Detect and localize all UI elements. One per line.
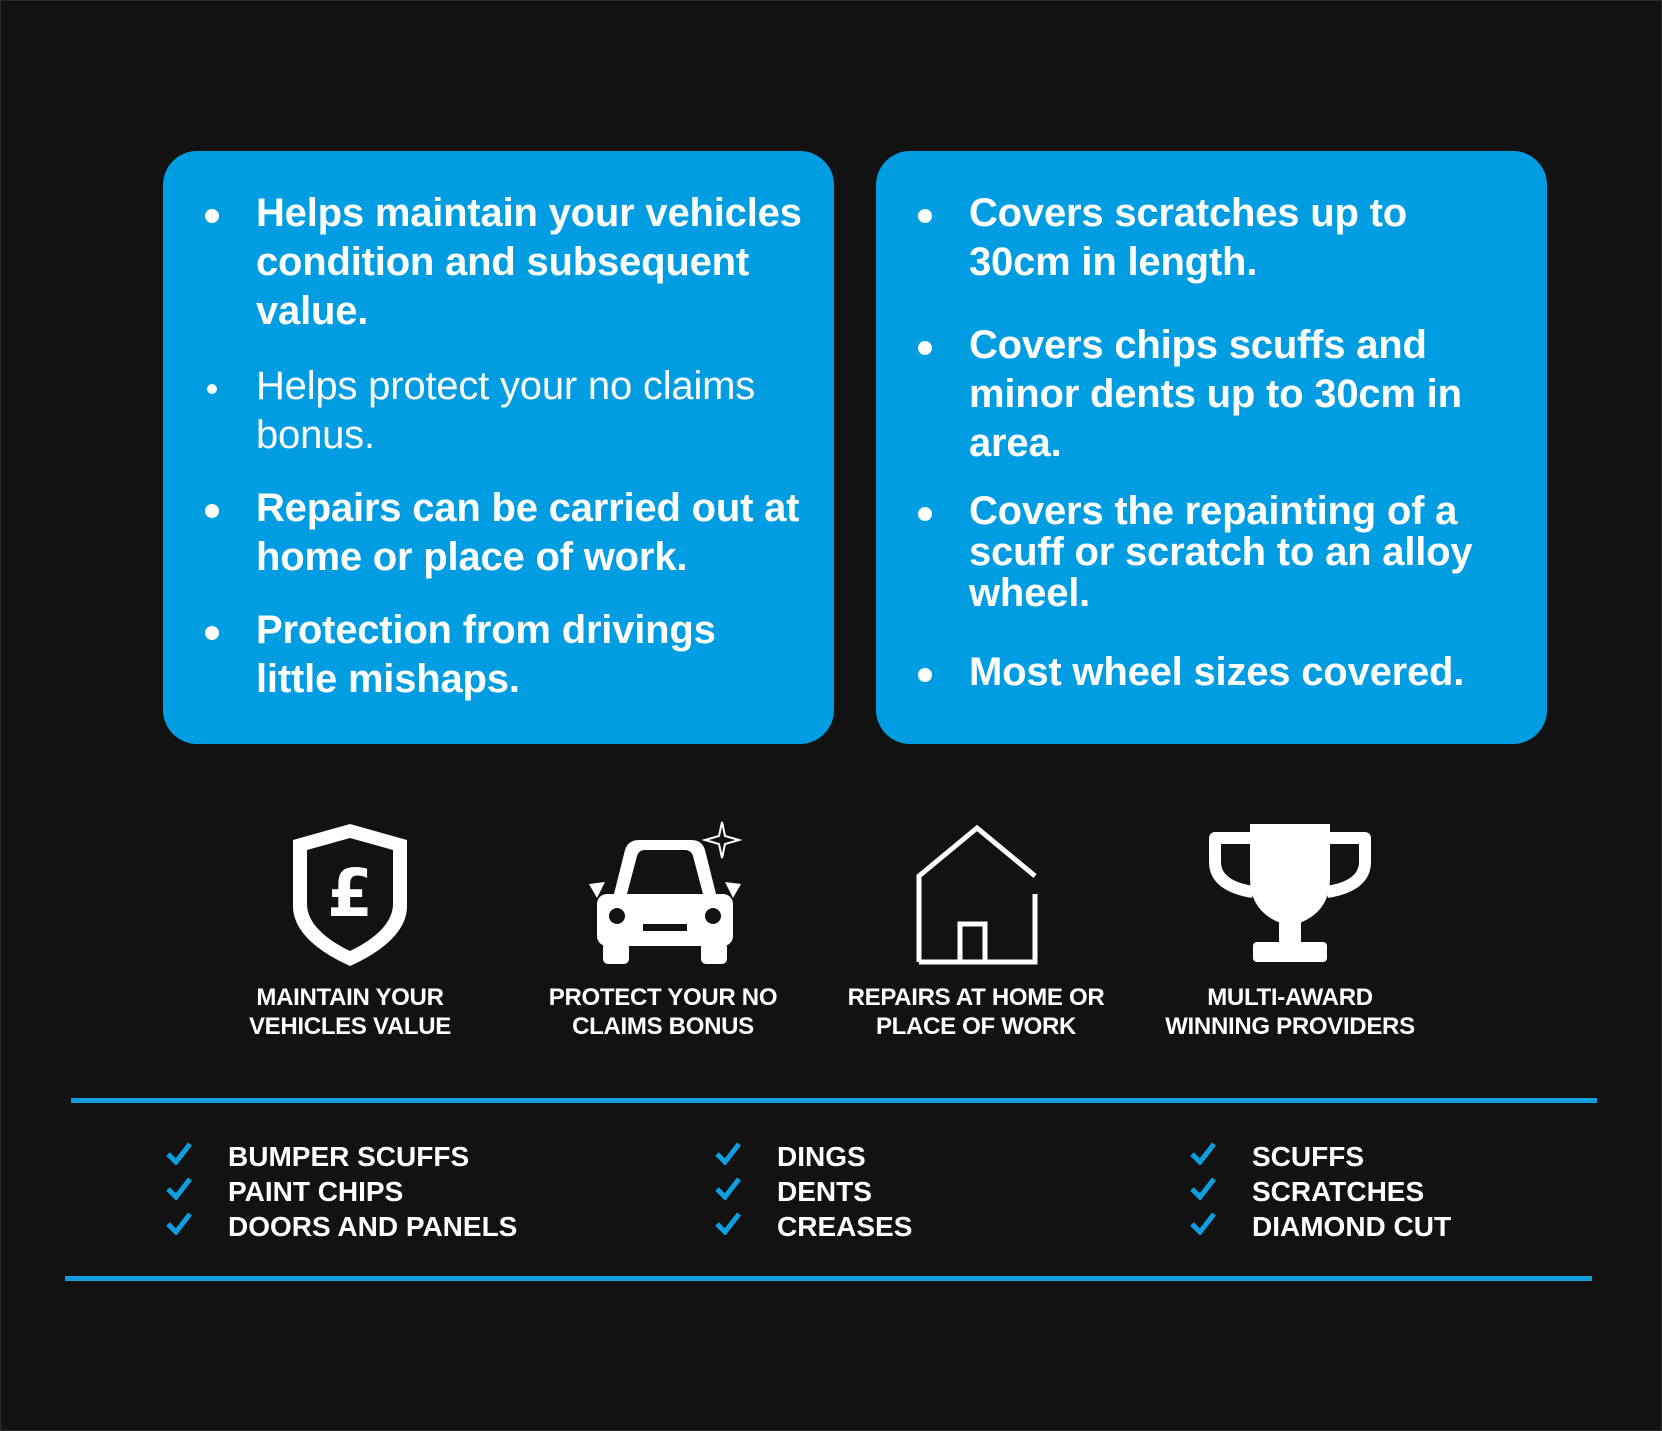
benefit-item: Protection from drivings little mishaps. (256, 606, 804, 704)
coverage-item: SCRATCHES (1190, 1174, 1451, 1209)
check-icon (1190, 1211, 1216, 1235)
check-icon (166, 1176, 192, 1200)
coverage-item: SCUFFS (1190, 1139, 1451, 1174)
coverage-item: CREASES (715, 1209, 912, 1244)
benefits-card-left (163, 151, 834, 744)
coverage-item: DINGS (715, 1139, 912, 1174)
feature-label: MULTI-AWARD WINNING PROVIDERS (1165, 984, 1415, 1040)
coverage-list-3 (1190, 1139, 1451, 1244)
check-icon (166, 1141, 192, 1165)
check-icon (715, 1141, 741, 1165)
benefits-card-right (876, 151, 1547, 744)
benefit-item: Covers the repainting of a scuff or scratch to an alloy wheel. (969, 491, 1507, 614)
benefit-item: Helps maintain your vehicles condition and subsequent value. (256, 189, 804, 336)
benefit-item: Most wheel sizes covered. (969, 648, 1517, 697)
coverage-item: BUMPER SCUFFS (166, 1139, 517, 1174)
coverage-item: DIAMOND CUT (1190, 1209, 1451, 1244)
pound-shield-icon (285, 820, 415, 970)
benefit-item: Repairs can be carried out at home or place of work. (256, 484, 804, 582)
coverage-item: DOORS AND PANELS (166, 1209, 517, 1244)
coverage-item: DENTS (715, 1174, 912, 1209)
divider-bottom (65, 1276, 1592, 1281)
divider-top (71, 1098, 1597, 1103)
house-icon (911, 820, 1041, 970)
feature-label: REPAIRS AT HOME OR PLACE OF WORK (847, 984, 1105, 1040)
coverage-item: PAINT CHIPS (166, 1174, 517, 1209)
benefit-item: Covers chips scuffs and minor dents up to 30cm in area. (969, 321, 1507, 468)
benefit-item: Covers scratches up to 30cm in length. (969, 189, 1457, 287)
feature-label: MAINTAIN YOUR VEHICLES VALUE (248, 984, 452, 1040)
feature-label: PROTECT YOUR NO CLAIMS BONUS (548, 984, 778, 1040)
check-icon (715, 1211, 741, 1235)
check-icon (1190, 1141, 1216, 1165)
benefit-item: Helps protect your no claims bonus. (256, 362, 804, 460)
feature-award-winning (1140, 820, 1440, 1040)
coverage-list-2 (715, 1139, 912, 1244)
feature-repairs-home (826, 820, 1126, 1040)
feature-protect-bonus (513, 820, 813, 1040)
svg-text:£: £ (327, 855, 373, 932)
car-icon (583, 820, 743, 970)
check-icon (1190, 1176, 1216, 1200)
check-icon (166, 1211, 192, 1235)
coverage-list-1 (166, 1139, 517, 1244)
trophy-icon (1205, 820, 1375, 970)
check-icon (715, 1176, 741, 1200)
feature-maintain-value (200, 820, 500, 1040)
